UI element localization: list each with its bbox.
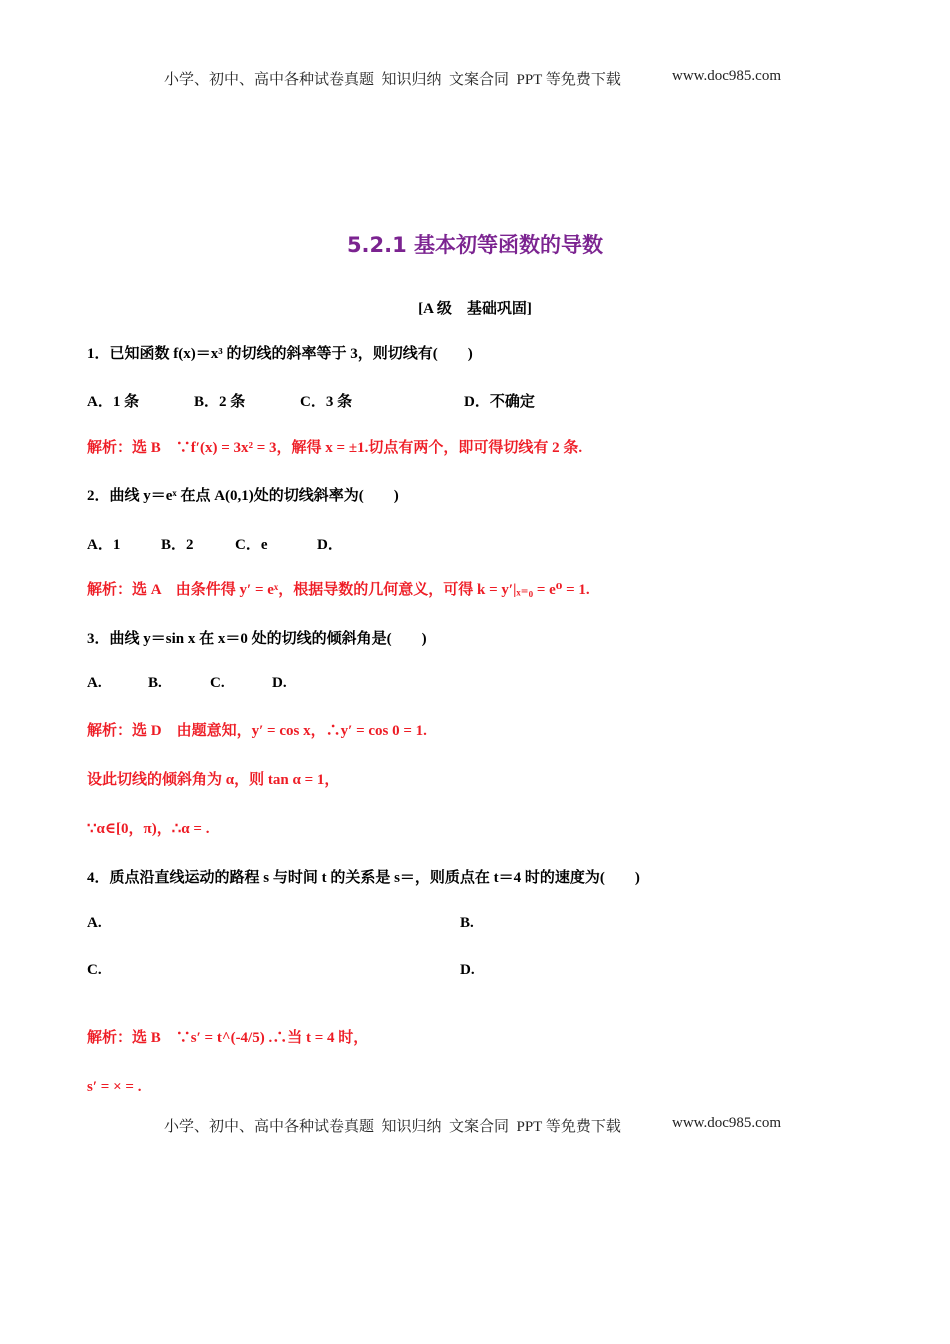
- q1-option-a: A．1 条: [87, 394, 140, 410]
- q3-option-b: B.: [148, 675, 162, 691]
- q3-option-a: A.: [87, 675, 102, 691]
- q4-option-c: C.: [87, 962, 102, 978]
- footer-text: 小学、初中、高中各种试卷真题 知识归纳 文案合同 PPT 等免费下载: [164, 1119, 621, 1135]
- q4-answer-line-2: s′ = × = .: [87, 1079, 142, 1095]
- q2-option-a: A．1: [87, 537, 121, 553]
- header-text: 小学、初中、高中各种试卷真题 知识归纳 文案合同 PPT 等免费下载: [164, 72, 621, 88]
- question-4-stem: 4．质点沿直线运动的路程 s 与时间 t 的关系是 s＝，则质点在 t＝4 时的速度为( ): [87, 870, 640, 886]
- q4-option-b: B.: [460, 915, 474, 931]
- page-header: [164, 68, 782, 89]
- q4-option-d: D.: [460, 962, 475, 978]
- footer-url[interactable]: www.doc985.com: [672, 1115, 782, 1131]
- question-1-stem: 1．已知函数 f(x)＝x³ 的切线的斜率等于 3，则切线有( ): [87, 346, 473, 362]
- q3-option-d: D.: [272, 675, 287, 691]
- question-3-stem: 3．曲线 y＝sin x 在 x＝0 处的切线的倾斜角是( ): [87, 631, 427, 647]
- q3-answer-line-3: ∵α∈[0，π)，∴α = .: [87, 821, 210, 837]
- q1-option-b: B．2 条: [194, 394, 246, 410]
- q2-option-c: C．e: [235, 537, 268, 553]
- question-2-stem: 2．曲线 y＝eˣ 在点 A(0,1)处的切线斜率为( ): [87, 488, 399, 504]
- q1-option-d: D．不确定: [464, 394, 535, 410]
- q3-answer-line-1: 解析：选 D 由题意知，y′ = cos x，∴y′ = cos 0 = 1.: [87, 723, 427, 739]
- q4-option-a: A.: [87, 915, 102, 931]
- q1-answer: 解析：选 B ∵f′(x) = 3x² = 3，解得 x = ±1.切点有两个，即可得切线有 2 条.: [87, 440, 583, 456]
- header-url[interactable]: www.doc985.com: [672, 68, 782, 84]
- section-subtitle: [A 级 基础巩固]: [418, 301, 532, 317]
- q4-answer-line-1: 解析：选 B ∵s′ = t^(-4/5) .∴当 t = 4 时，: [87, 1030, 369, 1046]
- page-footer: [164, 1115, 782, 1136]
- q2-option-d: D．: [317, 537, 343, 553]
- q3-option-c: C.: [210, 675, 225, 691]
- q2-option-b: B．2: [161, 537, 194, 553]
- q2-answer: 解析：选 A 由条件得 y′ = eˣ，根据导数的几何意义，可得 k = y′|ₓ₌₀ = e⁰ = 1.: [87, 582, 590, 598]
- page-title: 5.2.1 基本初等函数的导数: [346, 233, 604, 257]
- q1-option-c: C．3 条: [300, 394, 353, 410]
- q3-answer-line-2: 设此切线的倾斜角为 α，则 tan α = 1，: [87, 772, 340, 788]
